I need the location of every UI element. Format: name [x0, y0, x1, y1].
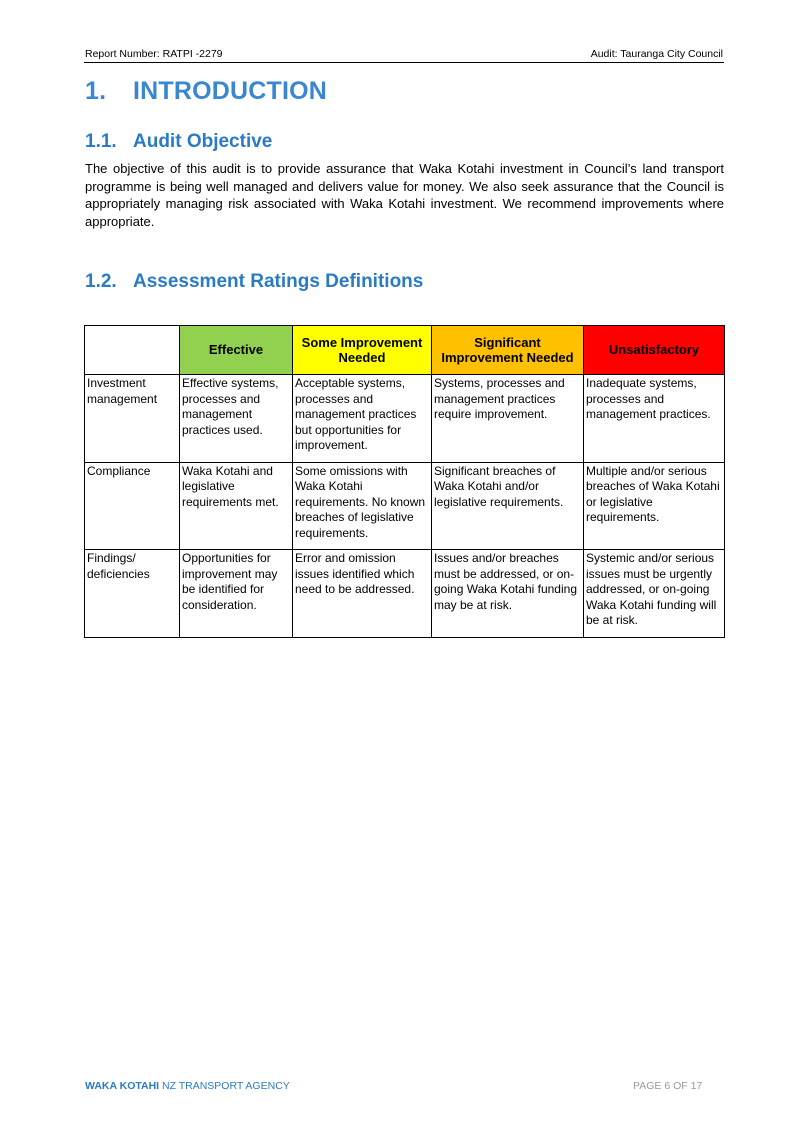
table-cell: Inadequate systems, processes and management practices.: [584, 375, 725, 463]
ratings-table: [84, 325, 725, 638]
table-cell: Effective systems, processes and management practices used.: [180, 375, 293, 463]
page-number: PAGE 6 OF 17: [633, 1080, 703, 1092]
table-cell: Acceptable systems, processes and management practices but opportunities for improvement.: [293, 375, 432, 463]
row-label: Findings/ deficiencies: [85, 550, 180, 638]
table-row: [85, 550, 725, 638]
rating-header-some-improvement: Some Improvement Needed: [293, 326, 432, 375]
section-title: INTRODUCTION: [133, 77, 328, 105]
page-header: [84, 46, 724, 63]
subsection-heading-ratings: [85, 271, 423, 293]
subsection-title: Assessment Ratings Definitions: [133, 271, 424, 292]
row-label: Investment management: [85, 375, 180, 463]
section-number: 1.: [85, 77, 107, 105]
rating-header-effective: Effective: [180, 326, 293, 375]
table-cell: Significant breaches of Waka Kotahi and/or legislative requirements.: [432, 462, 584, 550]
objective-paragraph: The objective of this audit is to provide assurance that Waka Kotahi investment in Council’s land transport programme is being well managed and delivers value for money. We also seek assurance that the Council is appropriately managing risk associated with Waka Kotahi investment. We recommend improvements where appropriate.: [85, 161, 724, 229]
subsection-title: Audit Objective: [133, 131, 273, 152]
row-label: Compliance: [85, 462, 180, 550]
subsection-number: 1.2.: [85, 271, 117, 292]
subsection-heading-audit-objective: [85, 131, 272, 153]
footer-brand-rest: NZ TRANSPORT AGENCY: [159, 1080, 290, 1092]
table-cell: Multiple and/or serious breaches of Waka Kotahi or legislative requirements.: [584, 462, 725, 550]
footer-brand: [85, 1080, 290, 1092]
table-row: [85, 375, 725, 463]
rating-header-significant-improvement: Significant Improvement Needed: [432, 326, 584, 375]
section-heading-1: [85, 77, 327, 106]
table-cell: Systemic and/or serious issues must be urgently addressed, or on-going Waka Kotahi funding will be at risk.: [584, 550, 725, 638]
table-header-row: [85, 326, 725, 375]
table-cell: Some omissions with Waka Kotahi requirements. No known breaches of legislative requirements.: [293, 462, 432, 550]
table-cell: Systems, processes and management practices require improvement.: [432, 375, 584, 463]
table-cell: Opportunities for improvement may be identified for consideration.: [180, 550, 293, 638]
table-cell: Error and omission issues identified which need to be addressed.: [293, 550, 432, 638]
table-cell: Issues and/or breaches must be addressed, or on-going Waka Kotahi funding may be at risk.: [432, 550, 584, 638]
table-row: [85, 462, 725, 550]
rating-header-unsatisfactory: Unsatisfactory: [584, 326, 725, 375]
report-number: Report Number: RATPI -2279: [85, 48, 223, 60]
footer-brand-bold: WAKA KOTAHI: [85, 1080, 160, 1092]
empty-corner-cell: [85, 326, 180, 375]
audit-name: Audit: Tauranga City Council: [590, 48, 723, 60]
table-cell: Waka Kotahi and legislative requirements met.: [180, 462, 293, 550]
subsection-number: 1.1.: [85, 131, 117, 152]
